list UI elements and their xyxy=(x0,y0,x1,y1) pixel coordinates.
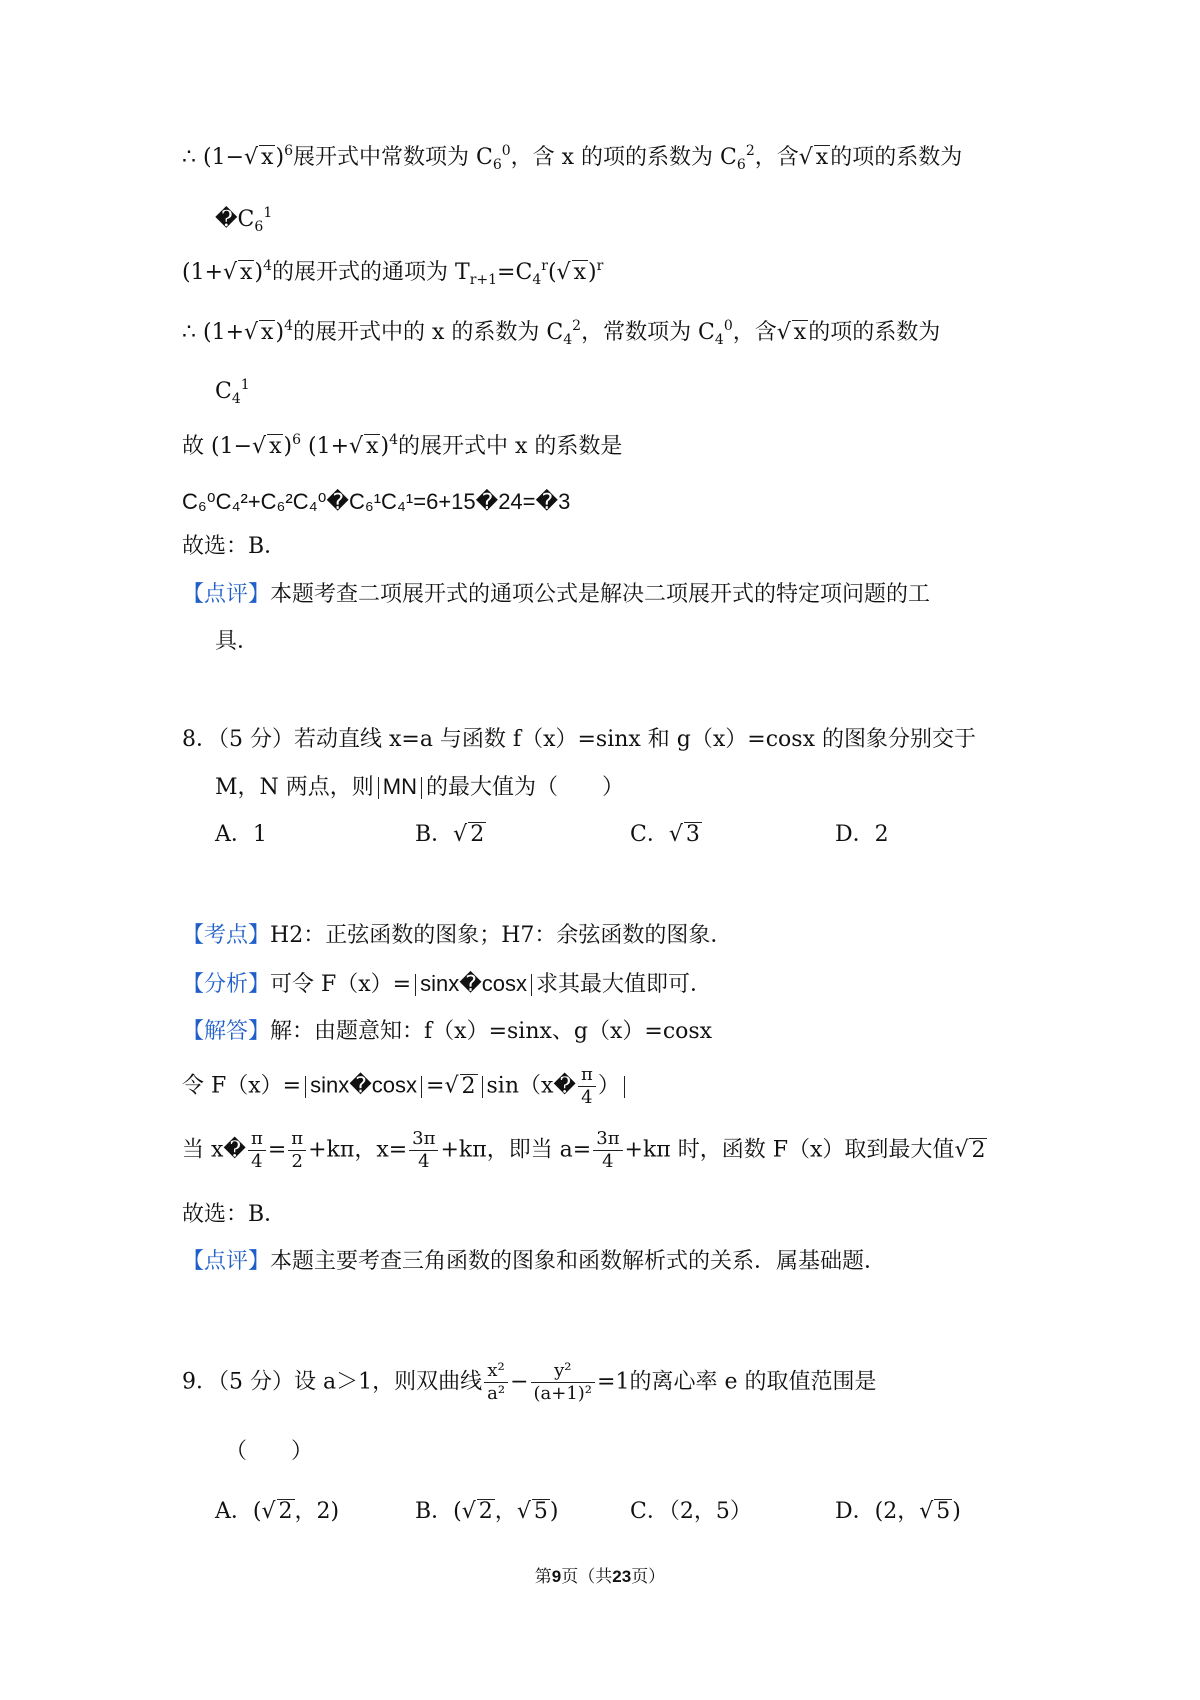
solution-line: C₆⁰C₄²+C₆²C₄⁰�C₆¹C₄¹=6+15�24=�3 xyxy=(182,489,571,514)
comment-tag: 【点评】 xyxy=(182,582,271,607)
solution-line: (1+√ x)$^4$的展开式的通项为 $T_{r+1}=C_4^r(√$ x)$^r$ xyxy=(182,258,604,288)
solution-line: $C_4^1$ xyxy=(215,377,250,407)
jieda-line: 【解答】解：由题意知：f（x）=sinx、g（x）=cosx xyxy=(182,1019,713,1044)
comment-line: 具． xyxy=(215,629,260,654)
fenxi-tag: 【分析】 xyxy=(182,972,271,997)
solution-line: $�C_6^1$ xyxy=(215,205,273,235)
kaodian-tag: 【考点】 xyxy=(182,923,271,948)
option-d: D．2 xyxy=(835,822,889,847)
solution-line: 故 (1−√ x)$^6$ (1+√ x)$^4$的展开式中 x 的系数是 xyxy=(182,432,623,459)
question-stem: M，N 两点，则 MN 的最大值为（ ） xyxy=(215,774,625,800)
solution-line: 当 x� $\frac{\pi}{4}$ = $\frac{\pi}{2}$ +kπ，x= $\frac{3\pi}{4}$ +kπ，即当 a= $\frac{3\pi}{4}$ +kπ 时，函数 F（x）取到最大值√ 2 xyxy=(182,1128,986,1172)
comment-line: 【点评】本题考查二项展开式的通项公式是解决二项展开式的特定项问题的工 xyxy=(182,582,931,607)
comment-line: 【点评】本题主要考查三角函数的图象和函数解析式的关系．属基础题． xyxy=(182,1249,887,1274)
option-d: D．(2，√ 5) xyxy=(835,1499,961,1524)
page-number: 9 xyxy=(551,1567,562,1586)
comment-tag: 【点评】 xyxy=(182,1249,271,1274)
option-c: C．√ 3 xyxy=(630,822,700,847)
option-b: B．√ 2 xyxy=(415,822,485,847)
fenxi-line: 【分析】可令 F（x）= sinx�cosx 求其最大值即可． xyxy=(182,971,713,997)
kaodian-line: 【考点】H2：正弦函数的图象；H7：余弦函数的图象． xyxy=(182,923,733,948)
solution-line: ∴ (1+√ x)$^4$的展开式中的 x 的系数为 $C_4^2$，常数项为 $C_4^0$，含√ x的项的系数为 xyxy=(182,318,941,348)
jieda-tag: 【解答】 xyxy=(182,1019,271,1044)
option-a: A．(√ 2，2) xyxy=(215,1499,340,1524)
total-pages: 23 xyxy=(612,1567,632,1586)
solution-line: ∴ (1−√ x)$^6$展开式中常数项为 $C_6^0$，含 x 的项的系数为 $C_6^2$，含√ x的项的系数为 xyxy=(182,143,963,173)
option-b: B．(√ 2，√ 5) xyxy=(415,1499,559,1524)
answer-line: 故选：B． xyxy=(182,1202,287,1227)
question-stem: （ ） xyxy=(225,1439,314,1464)
question-stem: 8．（5 分）若动直线 x=a 与函数 f（x）=sinx 和 g（x）=cosx 的图象分别交于 xyxy=(182,727,976,752)
question-stem: 9．（5 分）设 a＞1，则双曲线 $\frac{\text{x²}}{\text{a²}}$ − $\frac{\text{y²}}{\text{(a+1)²}}$ =1的离心率 e 的取值范围是 xyxy=(182,1360,877,1404)
solution-line: 令 F（x）= sinx�cosx =√ 2 sin（x� $\frac{\pi}{4}$ ） xyxy=(182,1064,629,1109)
option-a: A．1 xyxy=(215,822,267,847)
answer-line: 故选：B． xyxy=(182,534,287,559)
option-c: C．（2，5） xyxy=(630,1499,752,1524)
page-footer: 第9页（共23页） xyxy=(534,1567,666,1587)
